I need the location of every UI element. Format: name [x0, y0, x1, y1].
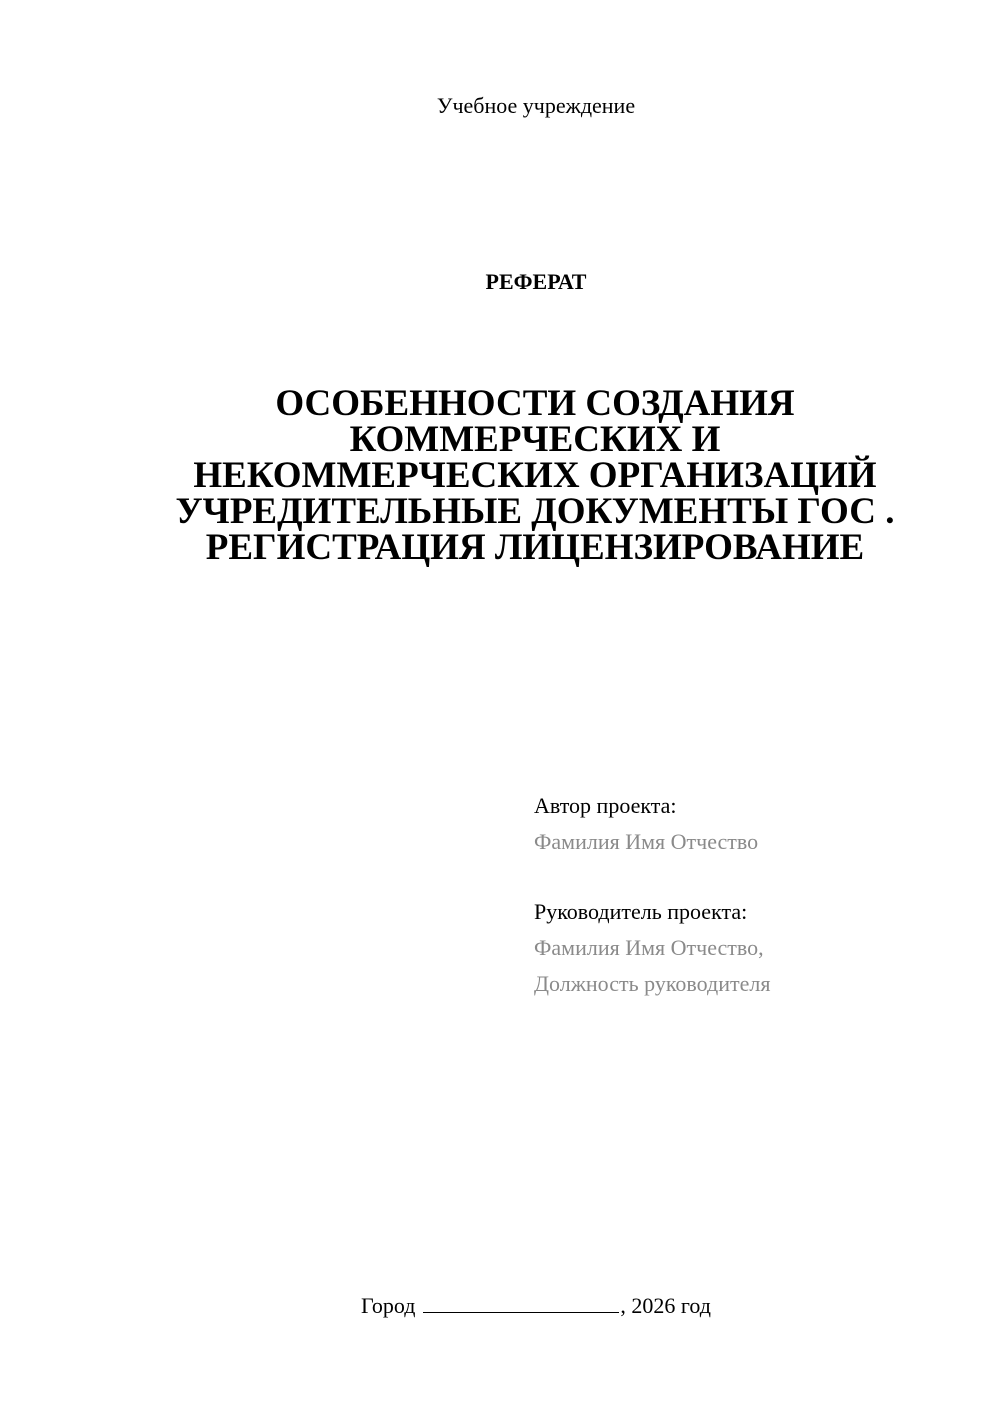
- credits-spacer: [534, 860, 954, 894]
- city-label: Город: [361, 1293, 416, 1318]
- footer-city-year: [0, 1290, 1000, 1321]
- supervisor-position: Должность руководителя: [534, 971, 771, 996]
- author-name: Фамилия Имя Отчество: [534, 829, 759, 854]
- city-blank-line: [423, 1290, 619, 1313]
- title-line: РЕГИСТРАЦИЯ ЛИЦЕНЗИРОВАНИЕ: [205, 527, 865, 568]
- supervisor-name: Фамилия Имя Отчество,: [534, 935, 764, 960]
- document-title: [150, 383, 920, 568]
- document-type: РЕФЕРАТ: [485, 269, 587, 294]
- title-line: ОСОБЕННОСТИ СОЗДАНИЯ: [275, 383, 795, 424]
- supervisor-label: Руководитель проекта:: [534, 899, 748, 924]
- institution-name: Учебное учреждение: [436, 93, 636, 118]
- title-line: КОММЕРЧЕСКИХ И: [349, 419, 721, 460]
- year-text: , 2026 год: [620, 1293, 711, 1318]
- title-line: НЕКОММЕРЧЕСКИХ ОРГАНИЗАЦИЙ: [193, 455, 877, 496]
- credits-block: [534, 788, 954, 1002]
- title-line: УЧРЕДИТЕЛЬНЫЕ ДОКУМЕНТЫ ГОС .: [175, 491, 895, 532]
- author-label: Автор проекта:: [534, 793, 677, 818]
